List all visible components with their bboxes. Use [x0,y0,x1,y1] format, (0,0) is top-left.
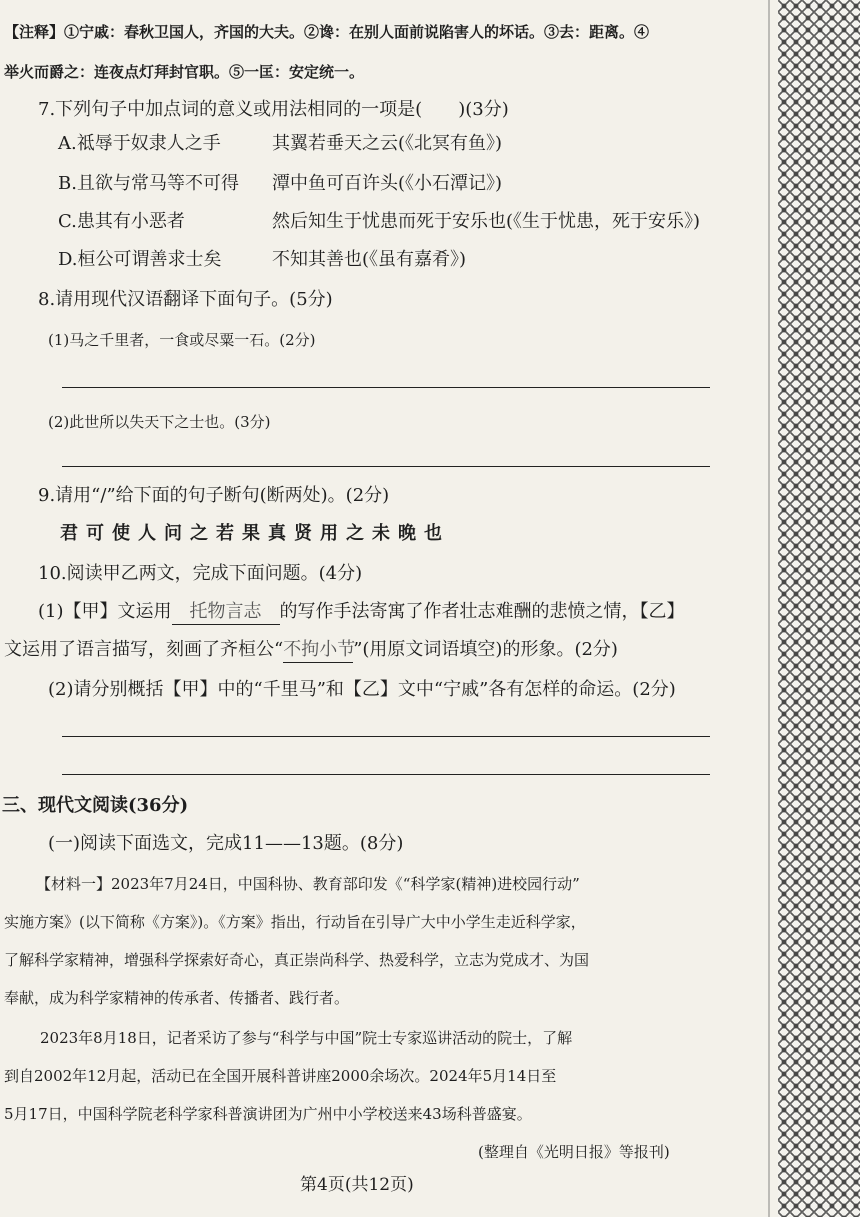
q10-p1-text-d: ”(用原文词语填空)的形象。(2分) [353,639,618,660]
notes-line-2: 举火而爵之：连夜点灯拜封官职。⑤一匡：安定统一。 [4,63,365,81]
q10-p1-text-b: 的写作手法寄寓了作者壮志难酬的悲愤之情，【乙】 [279,601,685,622]
page-number: 第4页(共12页) [300,1175,414,1195]
q7-option-a: A.祗辱于奴隶人之手 [58,133,221,154]
material-1-line-3: 了解科学家精神，增强科学探索好奇心，真正崇尚科学、热爱科学，立志为党成才、为国 [4,951,590,969]
q8-answer-line-1[interactable] [62,387,710,388]
q9-stem: 9.请用“/”给下面的句子断句(断两处)。(2分) [38,485,390,506]
q7-option-b-ref: 潭中鱼可百许头(《小石潭记》) [272,173,503,194]
q7-stem: 7.下列句子中加点词的意义或用法相同的一项是( )(3分) [38,99,509,120]
section-3-subtitle: (一)阅读下面选文，完成11——13题。(8分) [48,833,404,854]
q10-part-1-cont [4,638,618,663]
q10-fill-2[interactable]: 不拘小节 [283,638,353,663]
q7-option-c: C.患其有小恶者 [58,211,185,232]
binding-divider [768,0,770,1217]
q10-p1-text-a: (1)【甲】文运用 [38,601,172,622]
q7-option-d: D.桓公可谓善求士矣 [58,249,222,270]
q10-part-1 [38,600,685,625]
q10-answer-line-1[interactable] [62,736,710,737]
material-1-line-4: 奉献，成为科学家精神的传承者、传播者、践行者。 [4,989,350,1007]
q10-p1-text-c: 文运用了语言描写，刻画了齐桓公“ [4,639,284,660]
q7-option-c-ref: 然后知生于忧患而死于安乐也(《生于忧患，死于安乐》) [272,211,701,232]
q9-sentence: 君可使人问之若果真贤用之未晚也 [60,523,450,544]
material-1-line-1: 【材料一】2023年7月24日，中国科协、教育部印发《“科学家(精神)进校园行动” [36,875,580,893]
material-1-line-2: 实施方案》(以下简称《方案》)。《方案》指出，行动旨在引导广大中小学生走近科学家， [4,913,586,931]
q8-stem: 8.请用现代汉语翻译下面句子。(5分) [38,289,333,310]
q7-option-a-ref: 其翼若垂天之云(《北冥有鱼》) [272,133,503,154]
q10-stem: 10.阅读甲乙两文，完成下面问题。(4分) [38,563,363,584]
q10-fill-1[interactable]: 托物言志 [172,600,280,625]
q8-answer-line-2[interactable] [62,466,710,467]
paragraph-2-line-2: 到自2002年12月起，活动已在全国开展科普讲座2000余场次。2024年5月14日至 [4,1067,557,1085]
paragraph-2-line-1: 2023年8月18日，记者采访了参与“科学与中国”院士专家巡讲活动的院士，了解 [40,1029,573,1047]
q8-sentence-1: (1)马之千里者，一食或尽粟一石。(2分) [48,331,316,349]
q10-answer-line-2[interactable] [62,774,710,775]
section-3-title: 三、现代文阅读(36分) [2,795,189,816]
notes-line-1: 【注释】①宁戚：春秋卫国人，齐国的大夫。②谗：在别人面前说陷害人的坏话。③去：距离。④ [4,23,650,41]
source-note: (整理自《光明日报》等报刊) [478,1143,670,1161]
decorative-binding-border [778,0,860,1217]
q8-sentence-2: (2)此世所以失天下之士也。(3分) [48,413,271,431]
q7-option-d-ref: 不知其善也(《虽有嘉肴》) [272,249,467,270]
q10-part-2: (2)请分别概括【甲】中的“千里马”和【乙】文中“宁戚”各有怎样的命运。(2分) [48,679,676,700]
paragraph-2-line-3: 5月17日，中国科学院老科学家科普演讲团为广州中小学校送来43场科普盛宴。 [4,1105,532,1123]
q7-option-b: B.且欲与常马等不可得 [58,173,239,194]
